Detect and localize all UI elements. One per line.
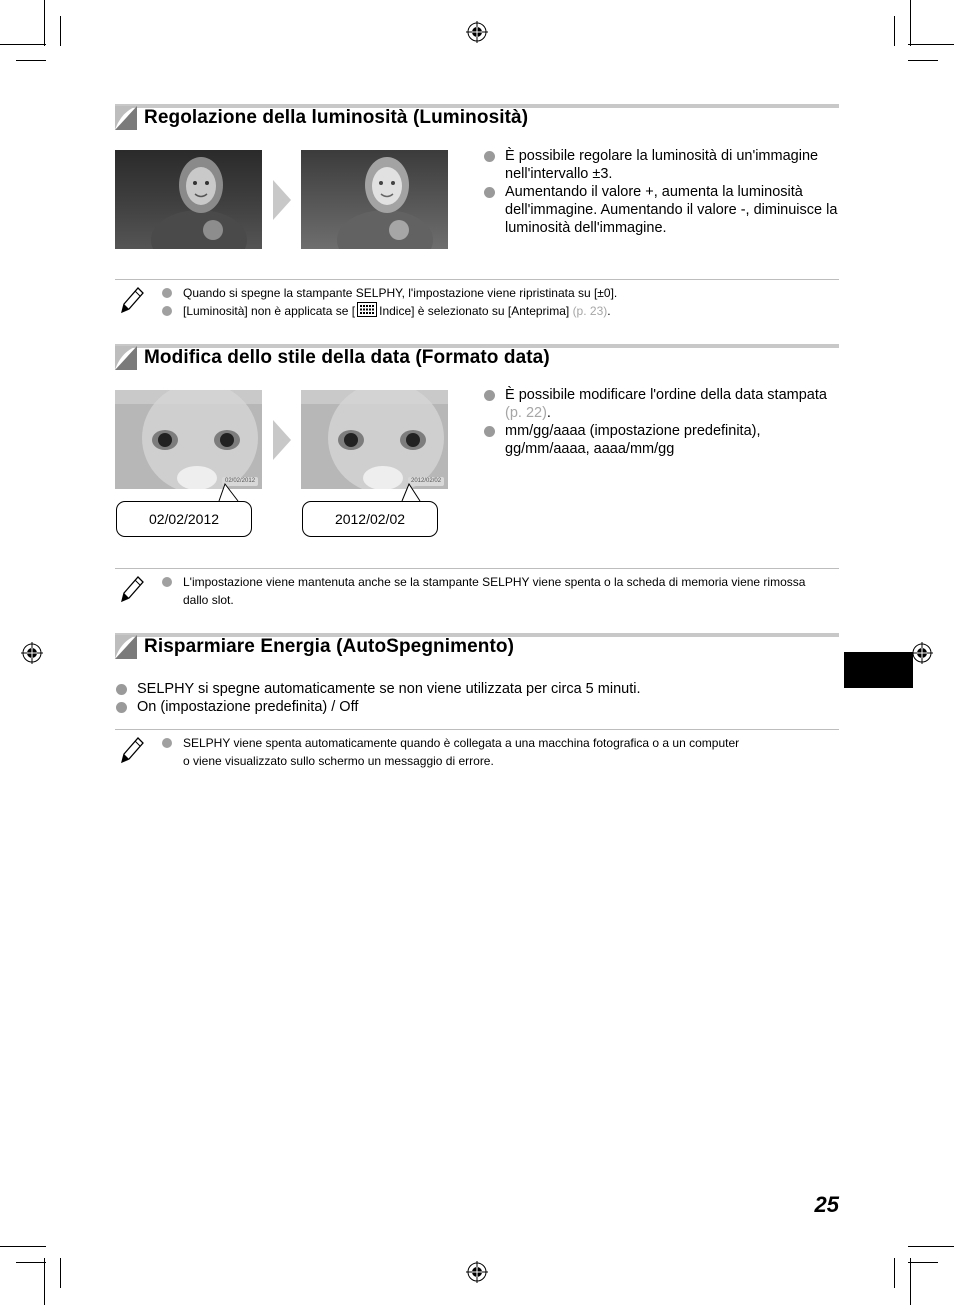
date-callout-yyyymmdd: 2012/02/02 [302,501,438,537]
list-item: È possibile modificare l'ordine della data stampata (p. 22). [481,386,841,422]
registration-mark-icon [911,642,933,664]
date-format-bullet-list [481,386,841,458]
date-stamp: 2012/02/02 [408,477,444,486]
page-reference-link[interactable]: (p. 23) [572,304,608,318]
list-item: È possibile regolare la luminosità di un'immagine nell'intervallo ±3. [481,147,841,183]
section-tab-icon [115,635,137,659]
list-item: L'impostazione viene mantenuta anche se la stampante SELPHY viene spenta o la scheda di memoria viene rimossa dallo slot. [160,573,810,609]
pencil-note-icon [119,574,145,604]
bullet-icon [484,390,495,401]
list-item: mm/gg/aaaa (impostazione predefinita), gg/mm/aaaa, aaaa/mm/gg [481,422,841,458]
section-title-date-format: Modifica dello stile della data (Formato data) [144,347,550,368]
bullet-icon [162,577,172,587]
bullet-icon [162,738,172,748]
energy-bullet-list [113,680,813,716]
page-number: 25 [814,1192,839,1217]
callout-pointers [0,0,954,560]
note-divider [115,729,839,730]
bullet-icon [116,702,127,713]
date-callout-mmddyyyy: 02/02/2012 [116,501,252,537]
energy-notes [160,734,830,770]
page-reference-link[interactable]: (p. 22) [505,405,547,421]
note-divider [115,568,839,569]
pencil-note-icon [119,735,145,765]
chapter-side-tab [844,652,913,688]
list-item: SELPHY si spegne automaticamente se non viene utilizzata per circa 5 minuti. [113,680,813,698]
section-title-brightness: Regolazione della luminosità (Luminosità) [144,107,529,128]
section-title-energy-saving: Risparmiare Energia (AutoSpegnimento) [144,636,515,657]
bullet-icon [484,426,495,437]
bullet-icon [116,684,127,695]
list-item: On (impostazione predefinita) / Off [113,698,813,716]
list-item: Quando si spegne la stampante SELPHY, l'impostazione viene ripristinata su [±0]. [160,284,830,302]
list-item: [Luminosità] non è applicata se [ Indice] è selezionato su [Anteprima] (p. 23). [160,302,830,320]
registration-mark-icon [21,642,43,664]
registration-mark-icon [466,1261,488,1283]
list-item: SELPHY viene spenta automaticamente quando è collegata a una macchina fotografica o a un computer o viene visualizzato sullo schermo un messaggio di errore. [160,734,830,770]
date-format-notes [160,573,810,609]
date-stamp: 02/02/2012 [222,477,258,486]
list-item: Aumentando il valore +, aumenta la luminosità dell'immagine. Aumentando il valore -, diminuisce la luminosità dell'immagine. [481,183,841,237]
